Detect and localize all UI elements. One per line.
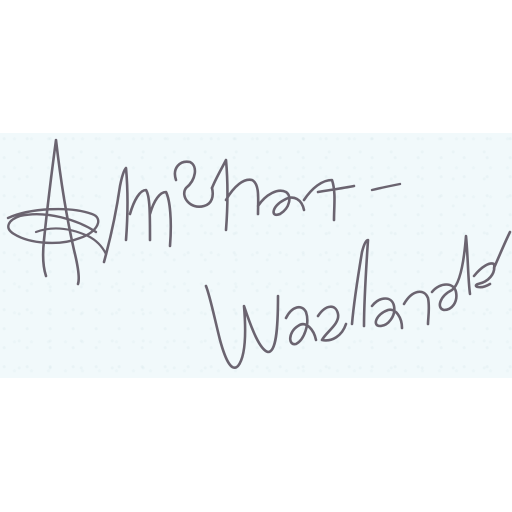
signature-word2-middle-stroke bbox=[318, 240, 402, 340]
signature-word1-tail-stroke bbox=[212, 160, 354, 230]
signature-word1-stroke bbox=[104, 162, 213, 262]
signature-initial-stroke bbox=[43, 140, 79, 284]
signature-word2-stroke bbox=[206, 286, 316, 368]
signature-loop-stroke bbox=[8, 209, 98, 243]
signature-word2-end-stroke bbox=[404, 232, 510, 324]
signature-hyphen-stroke bbox=[372, 184, 400, 190]
signature-ink bbox=[8, 140, 510, 368]
